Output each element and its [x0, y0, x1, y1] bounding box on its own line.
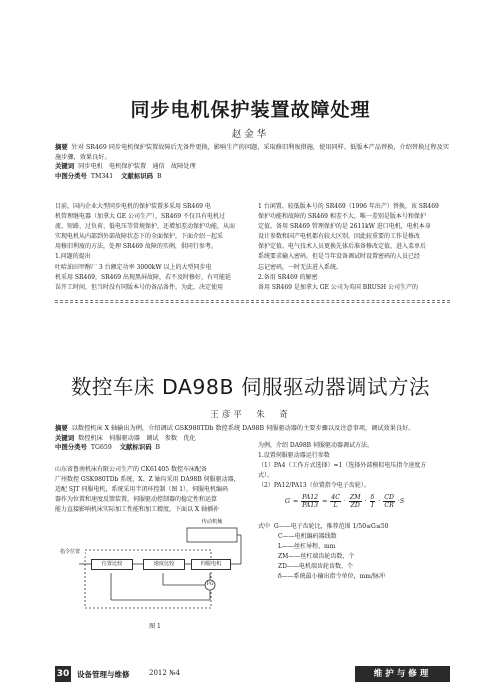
formula-fraction: $\frac{PA12}{PA13}$ [302, 494, 319, 509]
defs-intro: 式中 [258, 523, 271, 530]
paragraph-line: 流、短路、过负荷、低电压等常规保护，还增加差动保护功能，从而 [55, 223, 236, 231]
page-footer [55, 666, 450, 682]
article1-left-column [55, 202, 247, 293]
paragraph-line: 能力直接影响机床实际加工性能和加工精度，下面以 X 轴插补 [55, 506, 220, 514]
paragraph-line: 器作为位置和速度反馈装置。伺服驱动控制器的稳定性和运算 [55, 496, 218, 504]
paragraph-line: 实现电机从内部到外部故障状态下的全面保护，下面介绍一起采 [55, 233, 224, 241]
mechanism-label: 传动机械 [187, 518, 237, 527]
figure-1-lines [55, 510, 250, 638]
gear-ratio-formula: G = $\frac{PA12}{PA13}$ = $\frac{4C}{L}$ · ZM ZD · δ I · CD CR ·S [285, 494, 405, 509]
formula-tail: ·S [397, 498, 405, 505]
doc-value: B [156, 172, 162, 180]
journal-name: 设备管理与维修 [77, 670, 130, 679]
class-value: TM341 [90, 172, 114, 180]
paragraph-line: 机管理继电器（加拿大 GE 公司生产），SR469 不仅具有电机过 [55, 213, 225, 221]
paragraph-line: 设计参数和国产电机都有较大区别。因此较重要的工作是修改 [258, 233, 421, 241]
doc-label: 文献标识码 [119, 443, 152, 452]
definition-line: C——电机编码器线数 [278, 533, 337, 541]
keywords: 数控机床 伺服驱动器 调试 参数 优化 [78, 434, 196, 442]
paragraph-line: 适配 SJT 伺服电机，系统采用半闭环控制（图 1），伺服电机编码 [55, 486, 229, 494]
article2-title: 数控车床 DA98B 伺服驱动器调试方法 [70, 375, 431, 399]
article-divider [55, 302, 450, 303]
definition-line: ZD——电机端齿轮齿数，个 [278, 563, 353, 571]
article1-author: 赵金华 [231, 129, 270, 140]
formula-fraction: δ I [370, 494, 375, 509]
abstract-text: 以数控机床 X 轴输出为例，介绍调试 GSK980TDb 数控系统 DA98B 伺服驱动器的主要步骤以及注意事项，调试效果良好。 [71, 425, 415, 432]
figure-caption: 图 1 [135, 622, 175, 631]
abstract-label: 摘要 [55, 424, 68, 432]
definition-line: δ——系统最小输出指令单位，mm/脉冲 [278, 573, 386, 581]
command-position-label: 指令位置 [55, 548, 85, 557]
formula-fraction: CD CR [384, 494, 394, 509]
paragraph-line: 机采用 SR469，SR469 出现黑屏故障，若不及时修好，有可能延 [55, 273, 231, 281]
keywords: 同步电机 电机保护装置 通信 故障处理 [78, 163, 196, 171]
paragraph-line: 保护定值。电气技术人员更换先体后准备修改定值，进入菜单后 [258, 243, 427, 251]
paragraph-line: （1）PA4（工作方式选择）=1（选择外部模拟电压指令速度方 [258, 462, 427, 470]
class-value: TG659 [90, 444, 112, 452]
section-heading: 1.问题的提出 [55, 253, 91, 261]
pg-label: PG [206, 582, 214, 587]
formula-lhs: G [285, 498, 290, 505]
article1-abstract [55, 143, 450, 181]
doc-value: B [155, 444, 161, 452]
doc-label: 文献标识码 [121, 171, 153, 180]
paragraph-line: 山东省鲁南机床有限公司生产的 CK61405 数控车床配备 [55, 466, 207, 473]
article2-right-column [258, 441, 450, 491]
paragraph-line: 保护功能和故障的 SR469 相差不大，唯一差别是版本号和保护 [258, 213, 426, 221]
paragraph-line: 吐哈油田甲醇厂 3 台额定功率 3000kW 以上的大型同步电 [55, 263, 212, 271]
paragraph-line: 1 台闲置、较低版本号的 SR469（1996 年出产）替换，该 SR469 [258, 203, 439, 210]
formula-definitions [258, 522, 450, 583]
definition-line: ZM——丝杠端齿轮齿数，个 [278, 553, 355, 561]
article2-author: 王彦平 朱 奇 [210, 410, 291, 420]
section-heading: 1.设置伺服驱动器运行参数 [258, 452, 330, 460]
abstract-text: 针对 SR469 同步电机保护装置故障后无备件更换，影响生产的问题，采取修旧利废措施，使用同样、低版本产品替换，介绍替换过程及实施步骤，效果良好。 [55, 144, 450, 161]
figure-1 [55, 510, 250, 638]
class-label: 中图分类号 [55, 443, 87, 452]
article2-left-column [55, 465, 250, 515]
servo-motor-block: 伺服电机 [191, 559, 231, 570]
paragraph-line: （2）PA12/PA13（位置指令电子齿轮）。 [258, 482, 370, 490]
paragraph-line: 广州数控 GSK980TDb 系统，X、Z 轴均采用 DA98B 伺服驱动器， [55, 476, 240, 484]
class-label: 中图分类号 [55, 171, 87, 180]
definition-line: G——电子齿轮比，推荐范围 1/50≤G≤50 [273, 523, 389, 530]
issue-number: 2012 №4 [149, 669, 181, 677]
paragraph-line: 为例，介绍 DA98B 伺服驱动器调试方法。 [258, 442, 374, 449]
page-number: 30 [55, 666, 71, 682]
paragraph-line: 定值。备用 SR469 管理保护的是 2611kW 进口电机，电机本身 [258, 223, 431, 231]
position-compare-block: 位置比较 [91, 559, 133, 570]
section-heading: 2.备用 SR469 的解密 [258, 273, 318, 281]
keywords-label: 关键词 [55, 433, 75, 442]
article1-title: 同步电机保护装置故障处理 [130, 99, 371, 121]
paragraph-line: 误开工时间，但当时没有同版本号的备品备件。为此，决定使用 [55, 283, 224, 291]
section-label: 维护与修理 [373, 669, 432, 679]
paragraph-line: 用修旧利废的方法，处理 SR469 故障的实例，供同行参考。 [55, 243, 217, 251]
paragraph-line: 系统要求输入密码，但是当年设备调试时设置密码的人员已经 [258, 253, 421, 261]
formula-fraction: ZM ZD [349, 494, 361, 509]
paragraph-line: 目前，国内企业大型同步电机的保护装置多采用 SR469 电 [55, 203, 211, 210]
paragraph-line: 忘记密码，一时无法进入系统。 [258, 263, 343, 271]
speed-compare-block: 速度比较 [143, 559, 185, 570]
definition-line: L——丝杠导程，mm [278, 543, 336, 551]
article1-right-column [258, 202, 450, 293]
section-banner [355, 666, 450, 682]
paragraph-line: 式）。 [258, 472, 274, 480]
mechanism-box-outline [187, 528, 237, 542]
formula-fraction: $\frac{4C}{L}$ [331, 494, 340, 509]
abstract-label: 摘要 [55, 143, 68, 151]
keywords-label: 关键词 [55, 162, 75, 171]
paragraph-line: 备用 SR469 是加拿大 GE 公司为英国 BRUSH 公司生产的 [258, 283, 419, 291]
article-divider [55, 300, 450, 301]
